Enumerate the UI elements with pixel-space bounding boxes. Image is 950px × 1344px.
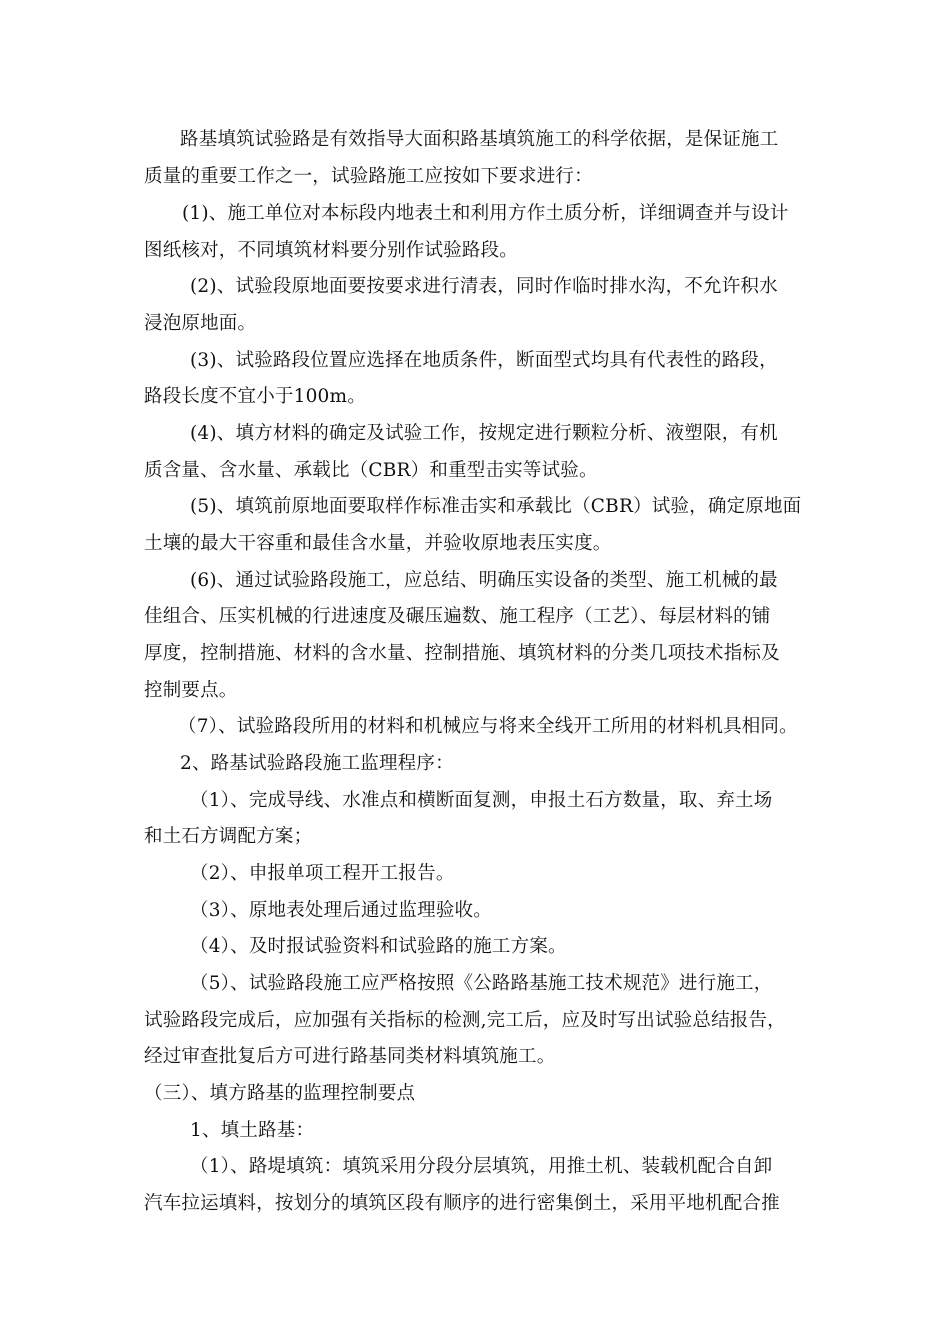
text-line: 路段长度不宜小于100m。	[144, 386, 366, 407]
text-line: （1）、完成导线、水准点和横断面复测，申报土石方数量，取、弃土场	[190, 790, 773, 811]
text-line: （3）、原地表处理后通过监理验收。	[190, 900, 492, 921]
text-line: (3)、试验路段位置应选择在地质条件，断面型式均具有代表性的路段，	[190, 350, 778, 371]
text-line: 浸泡原地面。	[144, 313, 257, 334]
text-line: (6)、通过试验路段施工，应总结、明确压实设备的类型、施工机械的最	[190, 570, 778, 591]
text-line: （7）、试验路段所用的材料和机械应与将来全线开工所用的材料机具相同。	[178, 716, 798, 737]
text-line: (1)、施工单位对本标段内地表土和利用方作土质分析，详细调查并与设计	[182, 203, 789, 224]
text-line: 质含量、含水量、承载比（CBR）和重型击实等试验。	[144, 460, 598, 481]
text-line: 控制要点。	[144, 680, 238, 701]
subsection-heading: 1、填土路基：	[190, 1120, 315, 1141]
text-line: 图纸核对，不同填筑材料要分别作试验路段。	[144, 240, 519, 261]
section-heading: （三）、填方路基的监理控制要点	[144, 1083, 416, 1104]
text-line: （2）、申报单项工程开工报告。	[190, 863, 455, 884]
text-line: 2、路基试验路段施工监理程序：	[180, 753, 454, 774]
text-line: (4)、填方材料的确定及试验工作，按规定进行颗粒分析、液塑限，有机	[190, 423, 778, 444]
text-line: 质量的重要工作之一，试验路施工应按如下要求进行：	[144, 166, 593, 187]
text-line: (5)、填筑前原地面要取样作标准击实和承载比（CBR）试验，确定原地面	[190, 496, 802, 517]
text-line: 土壤的最大干容重和最佳含水量，并验收原地表压实度。	[144, 533, 612, 554]
text-line: 经过审查批复后方可进行路基同类材料填筑施工。	[144, 1046, 556, 1067]
text-line: 厚度，控制措施、材料的含水量、控制措施、填筑材料的分类几项技术指标及	[144, 643, 780, 664]
text-line: 佳组合、压实机械的行进速度及碾压遍数、施工程序（工艺）、每层材料的铺	[144, 606, 771, 627]
text-line: 和土石方调配方案；	[144, 826, 313, 847]
text-line: （5）、试验路段施工应严格按照《公路路基施工技术规范》进行施工，	[190, 973, 773, 994]
text-line: 路基填筑试验路是有效指导大面积路基填筑施工的科学依据，是保证施工	[180, 129, 779, 150]
text-line: 汽车拉运填料，按划分的填筑区段有顺序的进行密集倒土，采用平地机配合推	[144, 1193, 780, 1214]
text-line: (2)、试验段原地面要按要求进行清表，同时作临时排水沟，不允许积水	[190, 276, 778, 297]
text-line: （1）、路堤填筑：填筑采用分段分层填筑，用推土机、装载机配合自卸	[190, 1156, 773, 1177]
text-line: （4）、及时报试验资料和试验路的施工方案。	[190, 936, 567, 957]
text-line: 试验路段完成后，应加强有关指标的检测,完工后，应及时写出试验总结报告，	[144, 1010, 786, 1031]
